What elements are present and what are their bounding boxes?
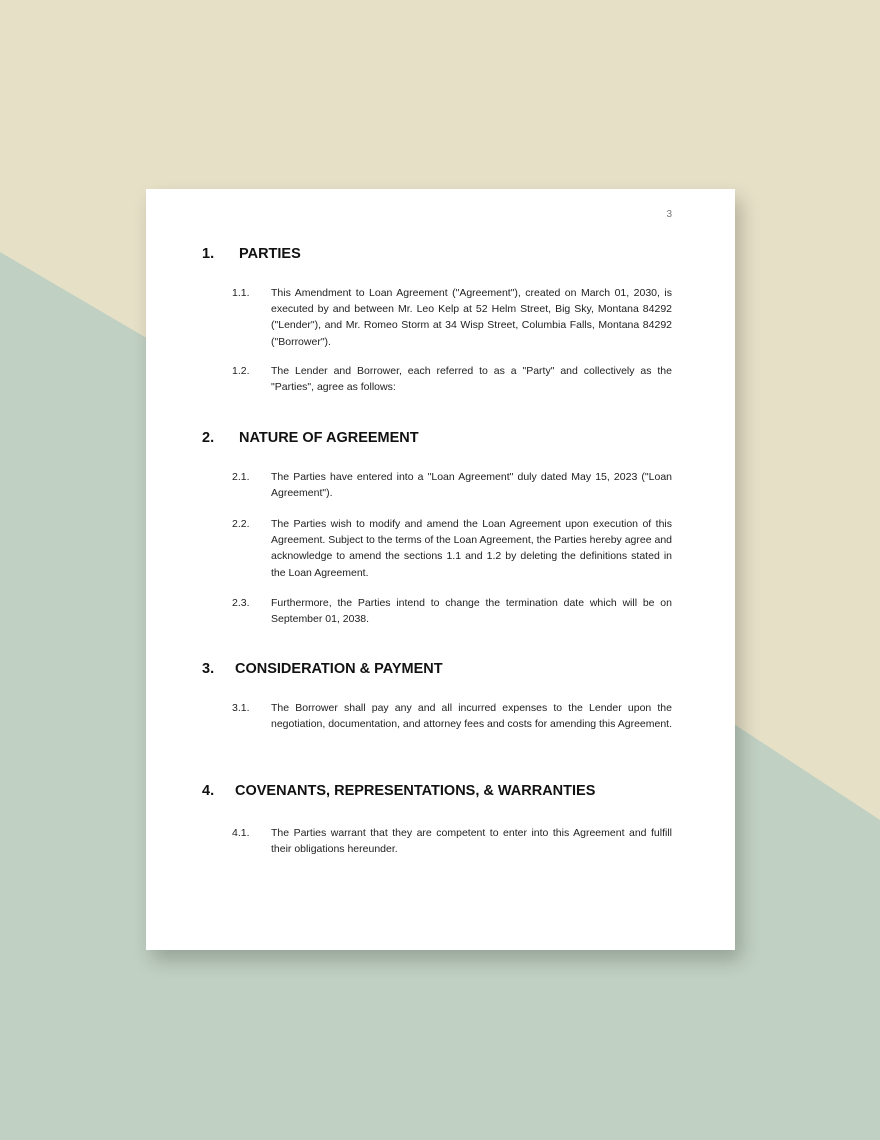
section-heading-covenants — [202, 783, 595, 799]
clause-number: 1.1. — [232, 287, 250, 299]
section-heading-parties — [202, 246, 301, 262]
clause-text: The Lender and Borrower, each referred to as a "Party" and collectively as the "Parties", agree as follows: — [271, 365, 672, 394]
clause-number: 2.3. — [232, 597, 250, 609]
clause-text: The Borrower shall pay any and all incurred expenses to the Lender upon the negotiation, documentation, and attorney fees and costs for amending this Agreement. — [271, 702, 673, 731]
clause-3-1 — [232, 700, 672, 732]
section-number: 3. — [202, 661, 215, 677]
clause-text: The Parties wish to modify and amend the Loan Agreement upon execution of this Agreement. Subject to the terms of the Loan Agreement, the Parties hereby agree and acknowledge to amend the sections 1.1 and 1.2 by deleting the definitions stated in the Loan Agreement. — [271, 518, 672, 579]
clause-1-1 — [232, 285, 672, 350]
section-heading-consideration-payment — [202, 661, 443, 677]
clause-2-2 — [232, 516, 672, 581]
clause-2-1 — [232, 469, 672, 501]
clause-text: This Amendment to Loan Agreement ("Agreement"), created on March 01, 2030, is executed by and between Mr. Leo Kelp at 52 Helm Street, Big Sky, Montana 84292 ("Lender"), and Mr. Romeo Storm at 34 Wisp Street, Columbia Falls, Montana 84292 ("Borrower"). — [271, 287, 672, 348]
clause-1-2 — [232, 363, 672, 395]
clause-number: 2.1. — [232, 471, 250, 483]
clause-number: 2.2. — [232, 518, 250, 530]
section-title: CONSIDERATION & PAYMENT — [235, 661, 443, 677]
clause-text: Furthermore, the Parties intend to change the termination date which will be on September 01, 2038. — [271, 597, 672, 626]
clause-number: 4.1. — [232, 827, 250, 839]
clause-text: The Parties warrant that they are competent to enter into this Agreement and fulfill their obligations hereunder. — [271, 827, 672, 856]
clause-4-1 — [232, 825, 672, 857]
clause-number: 1.2. — [232, 365, 250, 377]
section-title: COVENANTS, REPRESENTATIONS, & WARRANTIES — [235, 783, 596, 799]
clause-text: The Parties have entered into a "Loan Agreement" duly dated May 15, 2023 ("Loan Agreement"). — [271, 471, 672, 500]
clause-2-3 — [232, 595, 672, 627]
section-title: PARTIES — [239, 246, 301, 262]
section-number: 4. — [202, 783, 215, 799]
page-number: 3 — [666, 209, 672, 220]
document-page — [146, 189, 735, 950]
section-number: 1. — [202, 246, 215, 262]
section-heading-nature-of-agreement — [202, 430, 419, 446]
section-title: NATURE OF AGREEMENT — [239, 430, 419, 446]
clause-number: 3.1. — [232, 702, 250, 714]
section-number: 2. — [202, 430, 215, 446]
